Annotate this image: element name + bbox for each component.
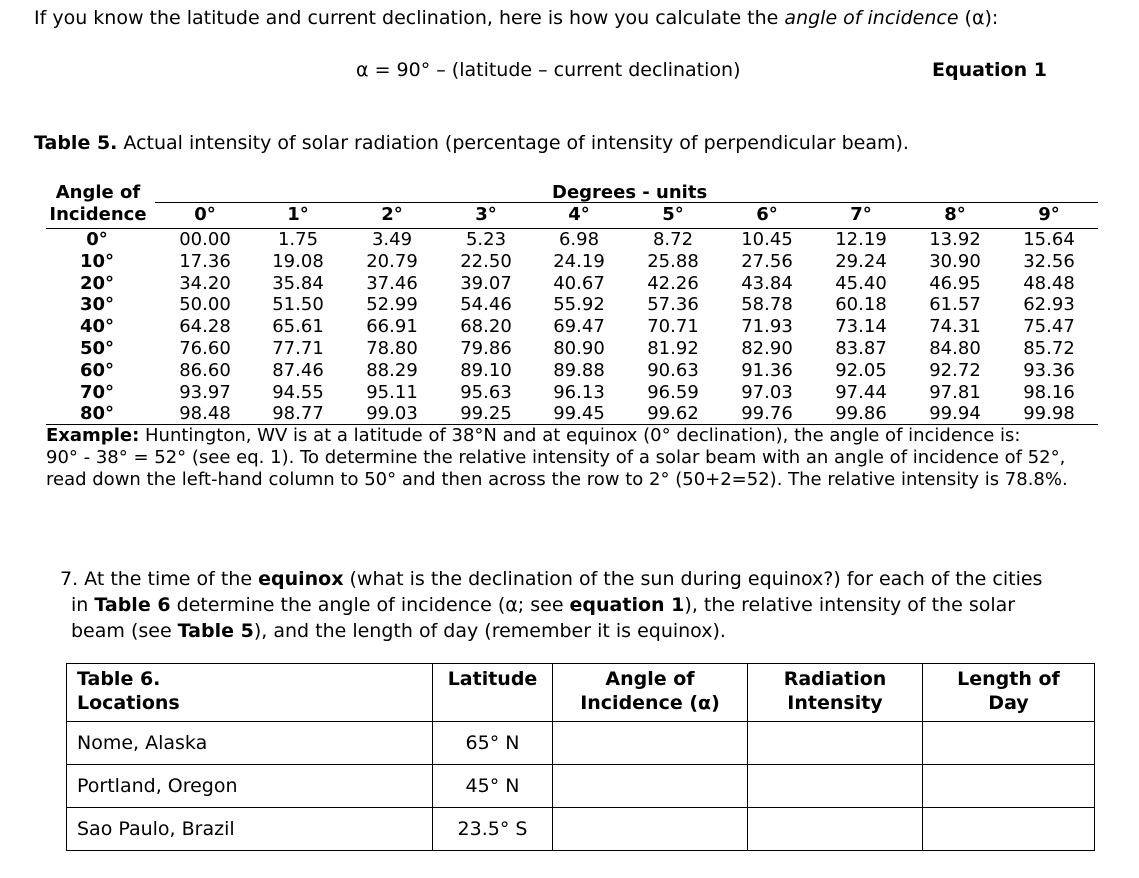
table5-cell: 85.72 — [1023, 338, 1075, 359]
table6-col-length-line2: Day — [988, 692, 1029, 714]
table5-cell: 98.16 — [1023, 382, 1075, 403]
table5-cell: 13.92 — [929, 229, 981, 250]
table5-cell: 99.03 — [366, 403, 418, 424]
table5-cell: 89.10 — [460, 360, 512, 381]
table5-column-header: 6° — [756, 204, 778, 225]
table5-column-header: 4° — [568, 204, 590, 225]
table5-cell: 82.90 — [741, 338, 793, 359]
table5-cell: 1.75 — [277, 229, 319, 250]
question-b4: Table 5 — [177, 620, 254, 642]
table5-row-label: 50° — [79, 338, 115, 359]
question-b1: equinox — [258, 568, 344, 590]
table5-cell: 97.03 — [741, 382, 793, 403]
table6 — [66, 663, 1095, 851]
table5-column-header: 7° — [850, 204, 872, 225]
table5-cell: 99.25 — [460, 403, 512, 424]
table5-column-header: 8° — [944, 204, 966, 225]
question-p7: ), and the length of day (remember it is equinox). — [253, 620, 726, 642]
question-line3 — [60, 618, 1042, 644]
table5-cell: 99.45 — [553, 403, 605, 424]
table5-cell: 19.08 — [272, 251, 324, 272]
table5-cell: 98.77 — [272, 403, 324, 424]
table5-cell: 42.26 — [647, 273, 699, 294]
intro-after: (α): — [958, 7, 999, 29]
table5-cell: 46.95 — [929, 273, 981, 294]
table5-cell: 93.36 — [1023, 360, 1075, 381]
table5-cell: 43.84 — [741, 273, 793, 294]
table5-cell: 75.47 — [1023, 316, 1075, 337]
table5-caption-label: Table 5. — [34, 132, 118, 154]
table5-row-label: 60° — [79, 360, 115, 381]
table5-cell: 99.94 — [929, 403, 981, 424]
example-line3: read down the left-hand column to 50° and then across the row to 2° (50+2=52). The relative intensity is 78.8%. — [46, 469, 1068, 490]
table5-cell: 39.07 — [460, 273, 512, 294]
table6-radiation-answer[interactable] — [748, 722, 923, 765]
question-b3: equation 1 — [569, 594, 685, 616]
table6-col-length-line1: Length of — [957, 668, 1060, 690]
table6-latitude: 45° N — [433, 765, 553, 808]
table5-cell: 37.46 — [366, 273, 418, 294]
table5-cell: 76.60 — [179, 338, 231, 359]
table5-cell: 74.31 — [929, 316, 981, 337]
table5-column-header: 5° — [662, 204, 684, 225]
intro-before: If you know the latitude and current declination, here is how you calculate the — [34, 7, 785, 29]
table5-cell: 96.13 — [553, 382, 605, 403]
table6-col-latitude: Latitude — [433, 664, 553, 722]
question-p1: 7. At the time of the — [60, 568, 259, 590]
table5-cell: 5.23 — [465, 229, 507, 250]
table5-cell: 84.80 — [929, 338, 981, 359]
table5-cell: 29.24 — [835, 251, 887, 272]
table5-cell: 58.78 — [741, 294, 793, 315]
table5-cell: 52.99 — [366, 294, 418, 315]
table5-cell: 92.05 — [835, 360, 887, 381]
table-row — [67, 765, 1095, 808]
table5-cell: 88.29 — [366, 360, 418, 381]
table5-cell: 8.72 — [652, 229, 694, 250]
table5-row-label: 30° — [79, 294, 115, 315]
table5-row-header — [46, 182, 150, 226]
table5-cell: 12.19 — [835, 229, 887, 250]
table5-cell: 69.47 — [553, 316, 605, 337]
question-b2: Table 6 — [94, 594, 171, 616]
table5-cell: 97.44 — [835, 382, 887, 403]
table5-cell: 96.59 — [647, 382, 699, 403]
table-row — [67, 808, 1095, 851]
table5-cell: 99.86 — [835, 403, 887, 424]
table5-cell: 73.14 — [835, 316, 887, 337]
table5-cell: 15.64 — [1023, 229, 1075, 250]
table6-angle-answer[interactable] — [553, 722, 748, 765]
table5-row-header-line1: Angle of — [55, 182, 141, 203]
table6-latitude: 23.5° S — [433, 808, 553, 851]
table6-col-radiation-line2: Intensity — [787, 692, 883, 714]
table5-cell: 6.98 — [558, 229, 600, 250]
table5-cell: 54.46 — [460, 294, 512, 315]
equation-label: Equation 1 — [932, 59, 1047, 81]
question-p5: ), the relative intensity of the solar — [684, 594, 1016, 616]
table6-header-row — [67, 664, 1095, 722]
table5-caption-text: Actual intensity of solar radiation (percentage of intensity of perpendicular beam). — [117, 132, 909, 154]
table5-cell: 22.50 — [460, 251, 512, 272]
table5-cell: 77.71 — [272, 338, 324, 359]
table6-location: Nome, Alaska — [67, 722, 433, 765]
equation-text: α = 90° – (latitude – current declination) — [356, 59, 741, 81]
table5-cell: 91.36 — [741, 360, 793, 381]
table5-cell: 68.20 — [460, 316, 512, 337]
table6-length-answer[interactable] — [923, 722, 1095, 765]
table5-cell: 71.93 — [741, 316, 793, 337]
table5-column-header: 2° — [381, 204, 403, 225]
table5-cell: 10.45 — [741, 229, 793, 250]
table5-cell: 40.67 — [553, 273, 605, 294]
table5-cell: 27.56 — [741, 251, 793, 272]
table5-cell: 95.11 — [366, 382, 418, 403]
table5-cell: 79.86 — [460, 338, 512, 359]
table5-cell: 95.63 — [460, 382, 512, 403]
table5-column-header: 0° — [194, 204, 216, 225]
table5-row-label: 40° — [79, 316, 115, 337]
example-line1 — [46, 425, 1068, 447]
intro-term: angle of incidence — [784, 7, 959, 29]
question-p4: determine the angle of incidence (α; see — [170, 594, 570, 616]
table5-cell: 60.18 — [835, 294, 887, 315]
table5-cell: 81.92 — [647, 338, 699, 359]
table5-columns-header: Degrees - units — [552, 182, 708, 203]
table5-cell: 99.62 — [647, 403, 699, 424]
question-7 — [60, 566, 1042, 644]
table5-cell: 51.50 — [272, 294, 324, 315]
table5-row-label: 20° — [79, 273, 115, 294]
table5-cell: 99.98 — [1023, 403, 1075, 424]
table6-radiation-answer[interactable] — [748, 765, 923, 808]
table6-latitude: 65° N — [433, 722, 553, 765]
table5-cell: 86.60 — [179, 360, 231, 381]
question-p6: beam (see — [71, 620, 178, 642]
table5-cell: 99.76 — [741, 403, 793, 424]
example-label: Example: — [46, 425, 140, 446]
table6-col-angle — [553, 664, 748, 722]
table5-cell: 3.49 — [371, 229, 413, 250]
table5-cell: 65.61 — [272, 316, 324, 337]
table5-cell: 17.36 — [179, 251, 231, 272]
table5-cell: 98.48 — [179, 403, 231, 424]
table5-cell: 62.93 — [1023, 294, 1075, 315]
table5-cell: 97.81 — [929, 382, 981, 403]
table6-col-length — [923, 664, 1095, 722]
question-line2 — [60, 592, 1042, 618]
table5-cell: 87.46 — [272, 360, 324, 381]
table5-cell: 90.63 — [647, 360, 699, 381]
table5-row-label: 10° — [79, 251, 115, 272]
table6-radiation-answer[interactable] — [748, 808, 923, 851]
table5-cell: 66.91 — [366, 316, 418, 337]
table5-cell: 80.90 — [553, 338, 605, 359]
table5-row-header-line2: Incidence — [49, 204, 147, 225]
table5-cell: 61.57 — [929, 294, 981, 315]
table6-title-line2: Locations — [77, 692, 180, 714]
table5-cell: 64.28 — [179, 316, 231, 337]
table5-cell: 92.72 — [929, 360, 981, 381]
table5-cell: 35.84 — [272, 273, 324, 294]
table5-cell: 89.88 — [553, 360, 605, 381]
table5-cell: 78.80 — [366, 338, 418, 359]
table6-title-line1: Table 6. — [77, 668, 161, 690]
table5-cell: 30.90 — [929, 251, 981, 272]
example-line2: 90° - 38° = 52° (see eq. 1). To determine the relative intensity of a solar beam with an angle of incidence of 52°, — [46, 447, 1066, 468]
table5-cell: 83.87 — [835, 338, 887, 359]
table6-length-answer[interactable] — [923, 808, 1095, 851]
table5-row-label: 0° — [86, 229, 108, 250]
table5-caption — [34, 132, 909, 154]
table5-cell: 55.92 — [553, 294, 605, 315]
table6-location: Portland, Oregon — [67, 765, 433, 808]
example-line1-text: Huntington, WV is at a latitude of 38°N and at equinox (0° declination), the angle of incidence is: — [139, 425, 1021, 446]
table5-row-label: 80° — [79, 403, 115, 424]
table6-title-cell — [67, 664, 433, 722]
table5-cell: 94.55 — [272, 382, 324, 403]
table6-angle-answer[interactable] — [553, 808, 748, 851]
table5-cell: 24.19 — [553, 251, 605, 272]
question-p3: in — [71, 594, 95, 616]
table5-row-label: 70° — [79, 382, 115, 403]
table-row — [67, 722, 1095, 765]
table5-cell: 45.40 — [835, 273, 887, 294]
question-line1 — [60, 566, 1042, 592]
table6-col-radiation — [748, 664, 923, 722]
table6-location: Sao Paulo, Brazil — [67, 808, 433, 851]
table5-cell: 93.97 — [179, 382, 231, 403]
table5-column-header: 9° — [1038, 204, 1060, 225]
example-text — [46, 425, 1068, 491]
table5-cell: 20.79 — [366, 251, 418, 272]
intro-text — [34, 7, 998, 29]
table6-length-answer[interactable] — [923, 765, 1095, 808]
table5-cell: 34.20 — [179, 273, 231, 294]
table5-column-header: 1° — [287, 204, 309, 225]
table6-angle-answer[interactable] — [553, 765, 748, 808]
table5-column-header: 3° — [475, 204, 497, 225]
table5-cell: 50.00 — [179, 294, 231, 315]
question-p2: (what is the declination of the sun during equinox?) for each of the cities — [343, 568, 1043, 590]
table5-cell: 48.48 — [1023, 273, 1075, 294]
table5-top-rule — [155, 202, 1098, 203]
table5-cell: 32.56 — [1023, 251, 1075, 272]
table5-cell: 00.00 — [179, 229, 231, 250]
table5-cell: 57.36 — [647, 294, 699, 315]
table6-col-angle-line2: Incidence (α) — [580, 692, 720, 714]
table6-col-angle-line1: Angle of — [605, 668, 695, 690]
table5-cell: 25.88 — [647, 251, 699, 272]
table5-cell: 70.71 — [647, 316, 699, 337]
table6-col-radiation-line1: Radiation — [783, 668, 887, 690]
